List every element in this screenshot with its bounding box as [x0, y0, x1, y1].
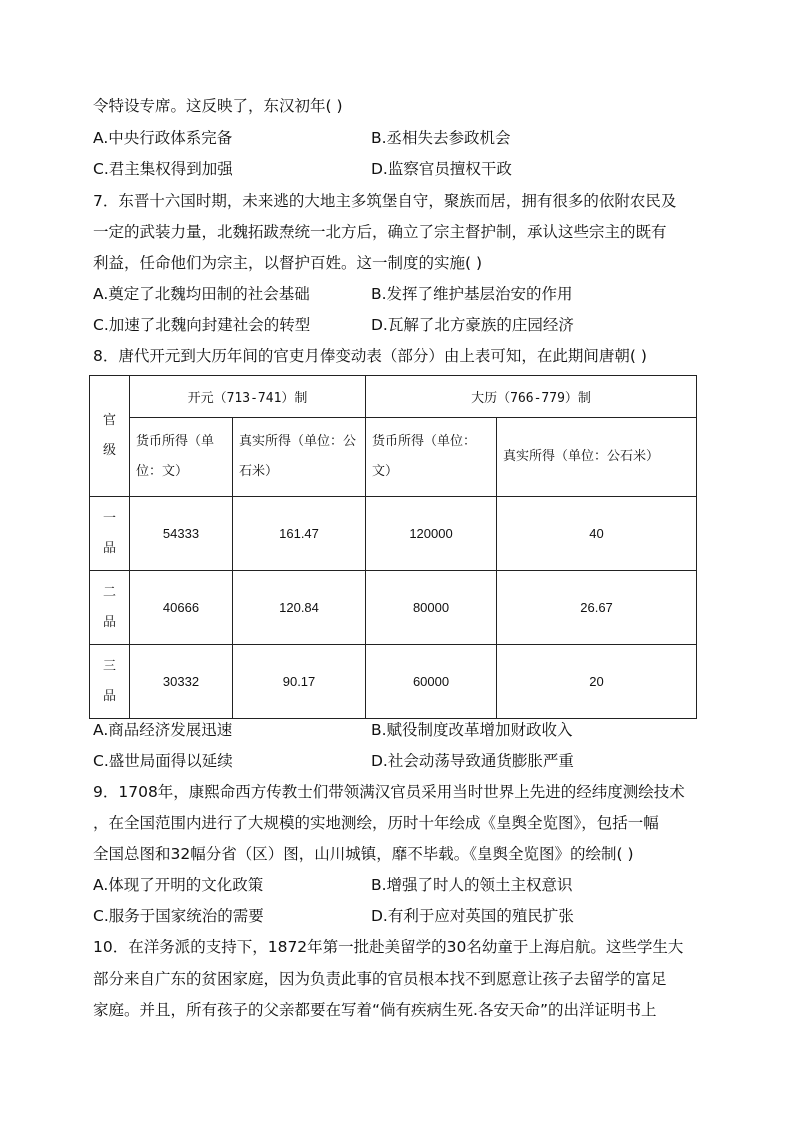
q7-option-a: A.奠定了北魏均田制的社会基础	[93, 285, 310, 303]
q9-option-b: B.增强了时人的领土主权意识	[371, 876, 573, 894]
q9-option-a: A.体现了开明的文化政策	[93, 876, 264, 894]
sub-header-dali-money: 货币所得（单位：文）	[366, 418, 497, 497]
q9-stem-line-2: ，在全国范围内进行了大规模的实地测绘，历时十年绘成《皇舆全览图》，包括一幅	[93, 814, 659, 832]
salary-table	[89, 375, 697, 719]
sub-header-dali-real: 真实所得（单位：公石米）	[497, 418, 697, 497]
q6-option-d: D.监察官员擅权干政	[371, 160, 512, 178]
q8-stem-line: 8．唐代开元到大历年间的官吏月俸变动表（部分）由上表可知，在此期间唐朝( )	[93, 347, 647, 365]
table-row	[90, 645, 697, 719]
q10-stem-line-2: 部分来自广东的贫困家庭，因为负责此事的官员根本找不到愿意让孩子去留学的富足	[93, 970, 667, 988]
table-cell: 80000	[366, 571, 497, 645]
sub-header-kaiyuan-money: 货币所得（单位：文）	[130, 418, 233, 497]
table-cell: 120.84	[233, 571, 366, 645]
q7-option-c: C.加速了北魏向封建社会的转型	[93, 316, 311, 334]
rank-cell: 一 品	[90, 497, 130, 571]
table-cell: 60000	[366, 645, 497, 719]
q9-stem-line-1: 9．1708年，康熙命西方传教士们带领满汉官员采用当时世界上先进的经纬度测绘技术	[93, 783, 685, 801]
table-cell: 20	[497, 645, 697, 719]
table-cell: 40	[497, 497, 697, 571]
kaiyuan-header: 开元（713-741）制	[130, 376, 366, 418]
q8-option-a: A.商品经济发展迅速	[93, 721, 233, 739]
q6-option-b: B.丞相失去参政机会	[371, 129, 511, 147]
table-cell: 26.67	[497, 571, 697, 645]
q9-option-d: D.有利于应对英国的殖民扩张	[371, 907, 574, 925]
dali-header: 大历（766-779）制	[366, 376, 697, 418]
q9-option-c: C.服务于国家统治的需要	[93, 907, 264, 925]
rank-cell: 三 品	[90, 645, 130, 719]
q10-stem-line-3: 家庭。并且，所有孩子的父亲都要在写着“倘有疾病生死.各安天命”的出洋证明书上	[93, 1001, 657, 1019]
table-cell: 30332	[130, 645, 233, 719]
q9-stem-line-3: 全国总图和32幅分省（区）图，山川城镇，靡不毕载。《皇舆全览图》的绘制( )	[93, 845, 634, 863]
table-cell: 120000	[366, 497, 497, 571]
q10-stem-line-1: 10．在洋务派的支持下，1872年第一批赴美留学的30名幼童于上海启航。这些学生大	[93, 938, 684, 956]
table-cell: 161.47	[233, 497, 366, 571]
q7-option-b: B.发挥了维护基层治安的作用	[371, 285, 573, 303]
q7-stem-line-1: 7．东晋十六国时期，未来逃的大地主多筑堡自守，聚族而居，拥有很多的依附农民及	[93, 192, 677, 210]
q7-stem-line-3: 利益，任命他们为宗主，以督护百姓。这一制度的实施( )	[93, 254, 483, 272]
table-row	[90, 571, 697, 645]
table-row	[90, 497, 697, 571]
q8-option-c: C.盛世局面得以延续	[93, 752, 233, 770]
sub-header-kaiyuan-real: 真实所得（单位：公石米）	[233, 418, 366, 497]
table-cell: 90.17	[233, 645, 366, 719]
q8-option-b: B.赋役制度改革增加财政收入	[371, 721, 573, 739]
q6-stem-line: 令特设专席。这反映了，东汉初年( )	[93, 97, 343, 115]
q7-stem-line-2: 一定的武装力量，北魏拓跋焘统一北方后，确立了宗主督护制，承认这些宗主的既有	[93, 223, 667, 241]
q6-option-c: C.君主集权得到加强	[93, 160, 233, 178]
table-cell: 54333	[130, 497, 233, 571]
rank-cell: 二 品	[90, 571, 130, 645]
q7-option-d: D.瓦解了北方豪族的庄园经济	[371, 316, 574, 334]
rank-header: 官 级	[90, 376, 130, 497]
q8-option-d: D.社会动荡导致通货膨胀严重	[371, 752, 574, 770]
table-cell: 40666	[130, 571, 233, 645]
q6-option-a: A.中央行政体系完备	[93, 129, 233, 147]
